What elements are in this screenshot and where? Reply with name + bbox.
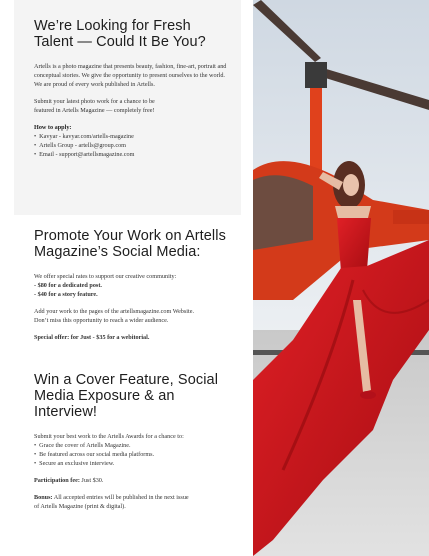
model-shoe: [360, 391, 376, 399]
submit-line-1: Submit your latest photo work for a chance to be: [34, 98, 155, 105]
dress-bodice: [337, 218, 371, 272]
apply-email-link[interactable]: • Email - support@artellsmagazine.com: [34, 150, 233, 159]
rotor-mast: [310, 88, 322, 178]
title-line-1: We’re Looking for Fresh: [34, 18, 191, 34]
section-awards-title: [34, 372, 233, 420]
bonus-label: Bonus:: [34, 494, 53, 501]
how-to-apply-list: [34, 132, 233, 159]
fee-value: Just $30.: [79, 477, 104, 484]
bonus-paragraph: [34, 493, 233, 511]
offer-post: - $80 for a dedicated post.: [34, 282, 102, 289]
website-paragraph: [34, 307, 233, 325]
how-to-apply-label: How to apply:: [34, 124, 72, 131]
title-line-1: Promote Your Work on Artells: [34, 228, 226, 244]
title-line-2: Magazine’s Social Media:: [34, 244, 201, 260]
submit-paragraph: [34, 97, 233, 115]
offer-paragraph: [34, 272, 233, 299]
submit-line-2: featured in Artells Magazine — completely free!: [34, 107, 155, 114]
photo-illustration: [253, 0, 429, 556]
awards-intro: Submit your best work to the Artells Awards for a chance to:: [34, 433, 184, 440]
apply-kavyar-link[interactable]: • Kavyar - kavyar.com/artells-magazine: [34, 132, 233, 141]
website-line-1: Add your work to the pages of the artellsmagazine.com Website.: [34, 308, 195, 315]
title-line-2: Talent — Could It Be You?: [34, 34, 206, 50]
awards-item: • Be featured across our social media platforms.: [34, 450, 233, 459]
title-line-2: Media Exposure & an Interview!: [34, 388, 175, 420]
fashion-photo: [253, 0, 429, 556]
offer-intro: We offer special rates to support our creative community:: [34, 273, 177, 280]
tail-boom: [393, 210, 429, 224]
section-social-media-title: [34, 228, 233, 260]
section-awards: [14, 370, 241, 530]
section-fresh-talent: [14, 0, 241, 215]
website-line-2: Don’t miss this opportunity to reach a wider audience.: [34, 317, 169, 324]
fee-label: Participation fee:: [34, 477, 80, 484]
awards-item: • Secure an exclusive interview.: [34, 459, 233, 468]
participation-fee: [34, 476, 233, 485]
offer-story: - $40 for a story feature.: [34, 291, 98, 298]
apply-group-link[interactable]: • Artells Group - artells@group.com: [34, 141, 233, 150]
intro-paragraph: Artells is a photo magazine that presents beauty, fashion, fine-art, portrait and conceptual stories. We give the opportunity to present ourselves to the world. We are proud of every work published in Artells.: [34, 63, 227, 88]
awards-item: • Grace the cover of Artells Magazine.: [34, 441, 233, 450]
bonus-line-1: All accepted entries will be published in the next issue: [52, 494, 189, 501]
title-line-1: Win a Cover Feature, Social: [34, 372, 219, 388]
rotor-hub: [305, 62, 327, 88]
helicopter-window: [253, 175, 313, 250]
special-offer: Special offer: for Just - $35 for a webitorial.: [34, 334, 150, 341]
bonus-line-2: of Artells Magazine (print & digital).: [34, 503, 126, 510]
awards-list: [34, 441, 233, 468]
model-face: [343, 174, 359, 196]
section-fresh-talent-title: [34, 18, 233, 50]
section-social-media: [14, 226, 241, 356]
